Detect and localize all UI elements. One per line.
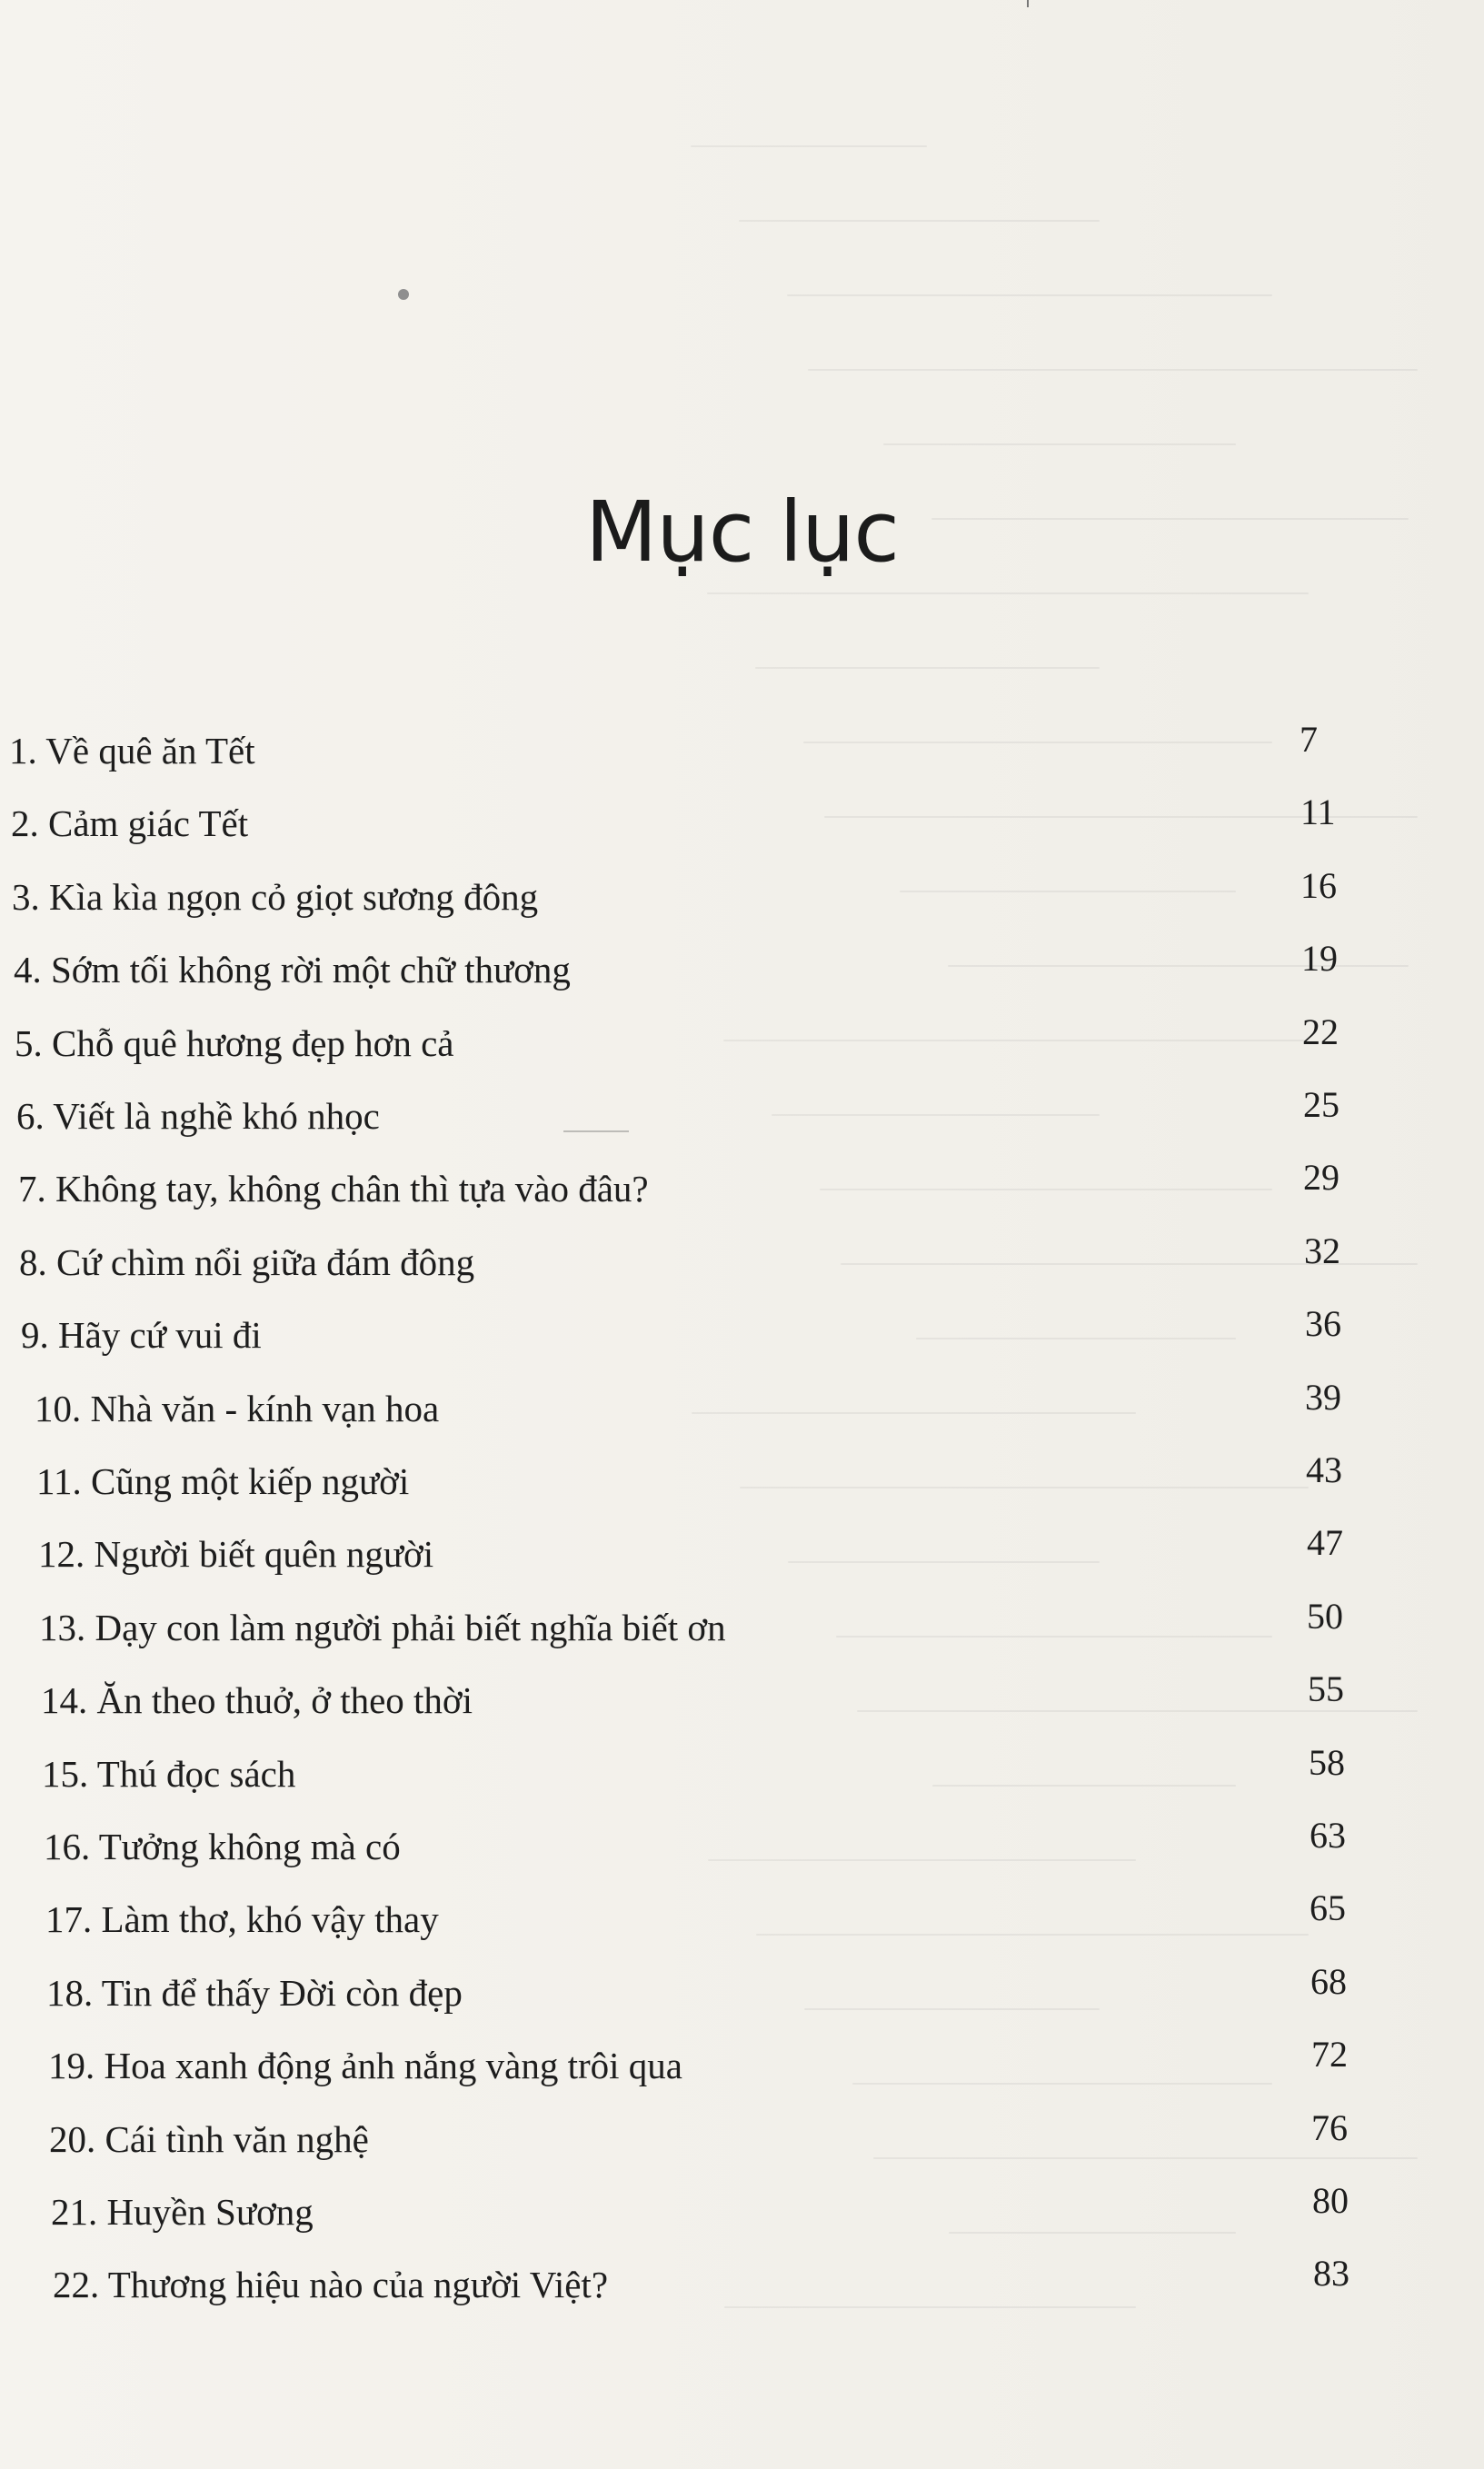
toc-entry-page-number: 72 bbox=[1311, 2034, 1348, 2076]
toc-entry bbox=[0, 1084, 1484, 1143]
toc-entry bbox=[0, 1668, 1484, 1727]
toc-entry-page-number: 19 bbox=[1301, 938, 1338, 980]
toc-entry-page-number: 83 bbox=[1313, 2253, 1350, 2295]
page-title: Mục lục bbox=[585, 483, 899, 581]
toc-entry-page-number: 50 bbox=[1307, 1595, 1343, 1637]
toc-entry-page-number: 65 bbox=[1310, 1887, 1346, 1929]
toc-entry-title: 22. Thương hiệu nào của người Việt? bbox=[53, 2264, 609, 2306]
toc-entry-page-number: 47 bbox=[1307, 1522, 1343, 1564]
toc-entry-page-number: 63 bbox=[1310, 1815, 1346, 1856]
toc-entry-title: 3. Kìa kìa ngọn cỏ giọt sương đông bbox=[12, 875, 539, 918]
toc-entry bbox=[0, 1230, 1484, 1289]
toc-entry-title: 13. Dạy con làm người phải biết nghĩa biết ơn bbox=[39, 1606, 726, 1648]
toc-entry-page-number: 11 bbox=[1300, 791, 1336, 833]
toc-entry-page-number: 25 bbox=[1303, 1084, 1340, 1125]
toc-entry bbox=[0, 2180, 1484, 2239]
toc-entry-title: 18. Tin để thấy Đời còn đẹp bbox=[46, 1971, 463, 2014]
toc-entry-title: 21. Huyền Sương bbox=[51, 2191, 314, 2233]
toc-entry bbox=[0, 1449, 1484, 1508]
toc-entry-title: 17. Làm thơ, khó vậy thay bbox=[45, 1898, 439, 1941]
toc-entry bbox=[0, 1815, 1484, 1874]
toc-entry bbox=[0, 2106, 1484, 2166]
toc-entry-title: 14. Ăn theo thuở, ở theo thời bbox=[41, 1679, 473, 1722]
toc-entry bbox=[0, 1741, 1484, 1801]
toc-entry-title: 2. Cảm giác Tết bbox=[11, 802, 249, 845]
toc-entry-page-number: 55 bbox=[1308, 1668, 1344, 1710]
toc-entry-page-number: 29 bbox=[1303, 1157, 1340, 1199]
toc-entry-title: 11. Cũng một kiếp người bbox=[36, 1460, 410, 1502]
toc-entry-page-number: 22 bbox=[1302, 1010, 1339, 1052]
toc-entry bbox=[0, 1887, 1484, 1946]
toc-entry-page-number: 39 bbox=[1305, 1376, 1341, 1418]
pencil-mark bbox=[563, 1130, 629, 1132]
toc-entry bbox=[0, 1010, 1484, 1070]
toc-entry-title: 8. Cứ chìm nổi giữa đám đông bbox=[19, 1240, 475, 1283]
toc-entry-title: 20. Cái tình văn nghệ bbox=[49, 2117, 369, 2160]
toc-entry bbox=[0, 2253, 1484, 2312]
toc-entry-title: 12. Người biết quên người bbox=[38, 1533, 434, 1576]
toc-entry bbox=[0, 938, 1484, 997]
toc-entry-page-number: 68 bbox=[1310, 1960, 1347, 2002]
toc-entry bbox=[0, 1522, 1484, 1581]
toc-entry-page-number: 43 bbox=[1306, 1449, 1342, 1490]
toc-entry-title: 4. Sớm tối không rời một chữ thương bbox=[14, 949, 571, 991]
toc-entry-title: 10. Nhà văn - kính vạn hoa bbox=[35, 1387, 440, 1429]
toc-entry-page-number: 76 bbox=[1311, 2106, 1348, 2148]
toc-entry-page-number: 32 bbox=[1304, 1230, 1340, 1271]
toc-entry bbox=[0, 791, 1484, 851]
toc-entry-page-number: 58 bbox=[1309, 1741, 1345, 1783]
toc-entry-title: 5. Chỗ quê hương đẹp hơn cả bbox=[15, 1021, 454, 1064]
toc-entry-title: 1. Về quê ăn Tết bbox=[9, 730, 255, 772]
toc-entry-title: 9. Hãy cứ vui đi bbox=[21, 1314, 262, 1357]
toc-entry-page-number: 80 bbox=[1312, 2180, 1349, 2221]
toc-entry bbox=[0, 2034, 1484, 2093]
toc-entry bbox=[0, 864, 1484, 924]
toc-entry-title: 16. Tưởng không mà có bbox=[44, 1826, 401, 1867]
toc-entry-page-number: 7 bbox=[1300, 719, 1318, 760]
toc-entry-title: 7. Không tay, không chân thì tựa vào đâu? bbox=[18, 1168, 649, 1210]
toc-entry bbox=[0, 1303, 1484, 1362]
toc-entry bbox=[0, 1960, 1484, 2020]
toc-entry-title: 19. Hoa xanh động ảnh nắng vàng trôi qua bbox=[48, 2045, 682, 2087]
toc-entry-page-number: 16 bbox=[1300, 864, 1337, 906]
toc-entry bbox=[0, 1157, 1484, 1216]
toc-entry-title: 15. Thú đọc sách bbox=[42, 1752, 296, 1795]
toc-entry bbox=[0, 719, 1484, 778]
toc-entry bbox=[0, 1595, 1484, 1655]
toc-entry bbox=[0, 1376, 1484, 1436]
toc-entry-title: 6. Viết là nghề khó nhọc bbox=[16, 1095, 380, 1137]
toc-entry-page-number: 36 bbox=[1305, 1303, 1341, 1345]
